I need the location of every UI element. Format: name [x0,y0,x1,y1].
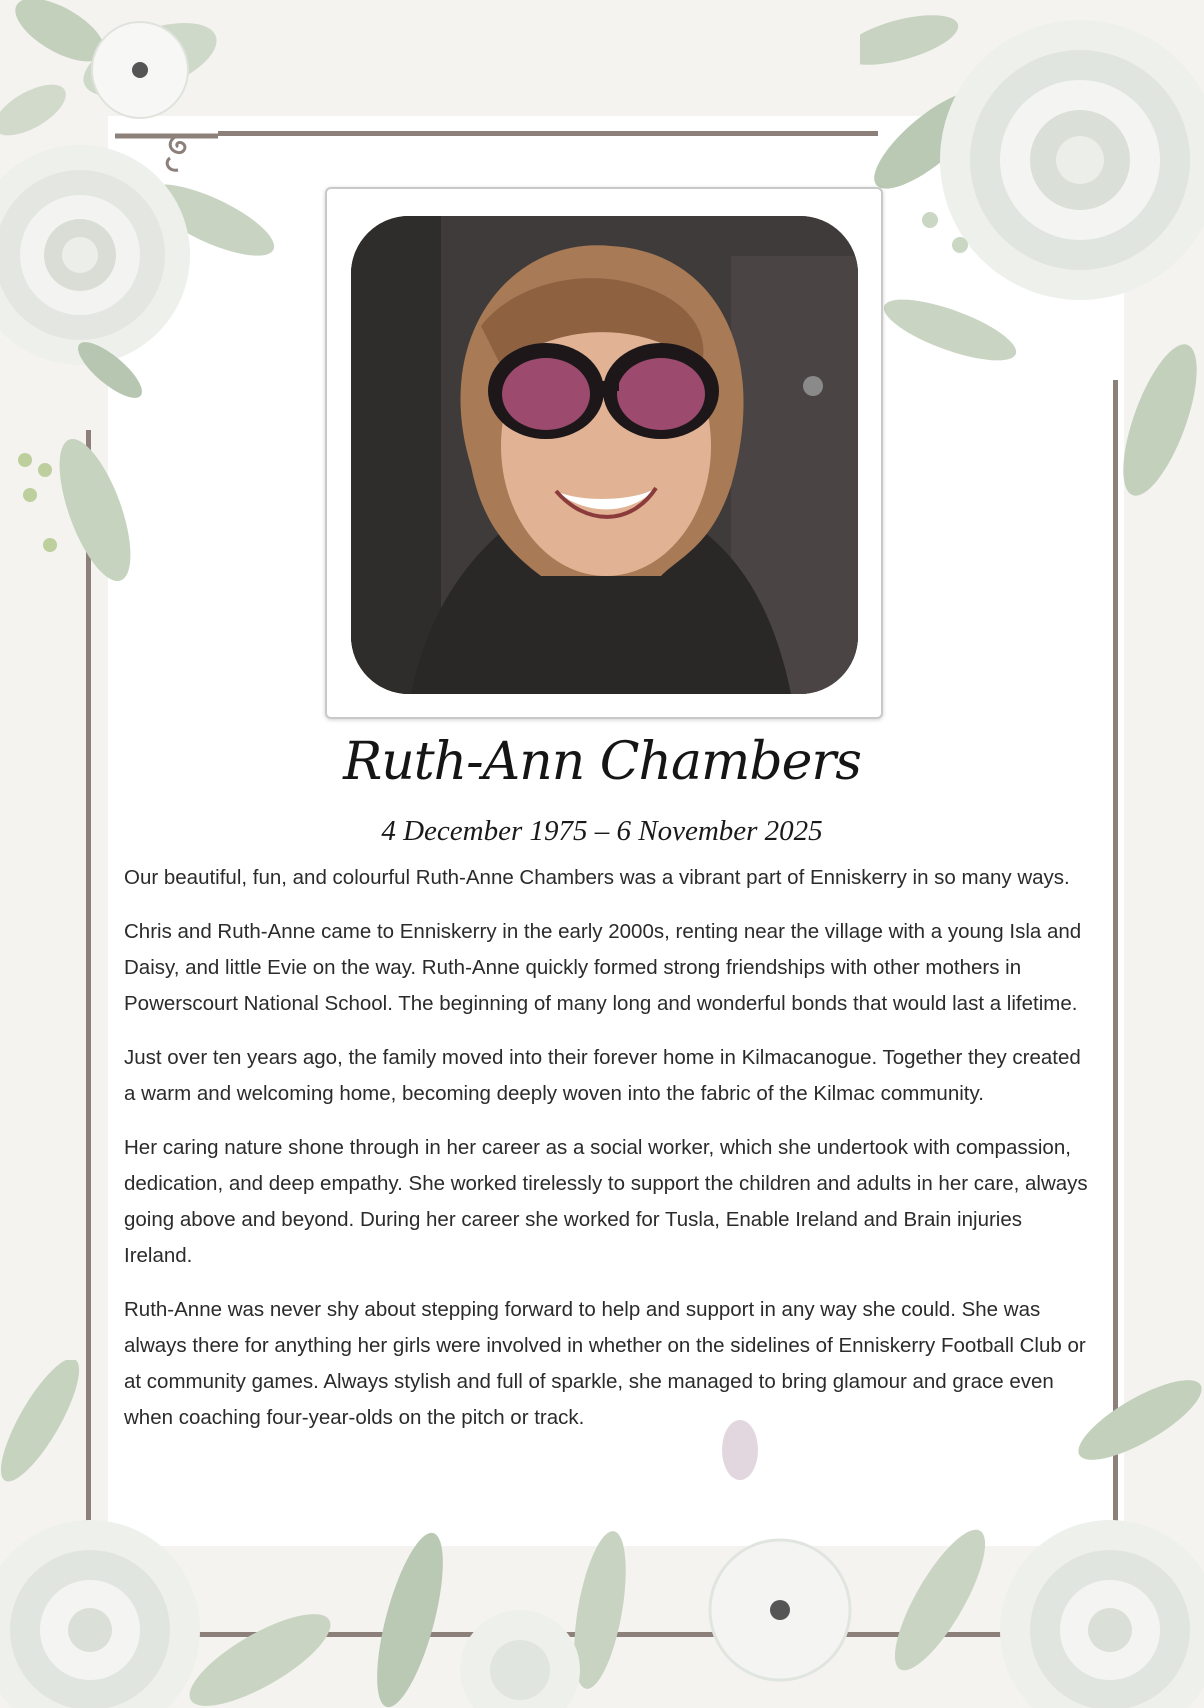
tribute-paragraph: Just over ten years ago, the family moved into their forever home in Kilmacanogue. Together they created a warm and welcoming home, becoming deeply woven into the fabric of the Kilmac community. [124,1046,1081,1105]
portrait-frame [325,187,883,719]
tribute-paragraph: Our beautiful, fun, and colourful Ruth-Anne Chambers was a vibrant part of Enniskerry in so many ways. [124,866,1070,889]
tribute-paragraph: Chris and Ruth-Anne came to Enniskerry in the early 2000s, renting near the village with a young Isla and Daisy, and little Evie on the way. Ruth-Anne quickly formed strong friendships with other mothers in Powerscourt National School. The beginning of many long and wonderful bonds that would last a lifetime. [124,920,1082,1015]
tribute-text [124,860,1088,1454]
frame-border-top [218,131,878,136]
tribute-paragraph: Ruth-Anne was never shy about stepping forward to help and support in any way she could. She was always there for anything her girls were involved in whether on the sidelines of Enniskerry Football Club or at community games. Always stylish and full of sparkle, she managed to bring glamour and grace even when coaching four-year-olds on the pitch or track. [124,1298,1086,1429]
portrait-photo [351,216,858,694]
life-dates: 4 December 1975 – 6 November 2025 [381,815,823,847]
frame-border-right [1113,380,1118,1550]
tribute-paragraph: Her caring nature shone through in her career as a social worker, which she undertook with compassion, dedication, and deep empathy. She worked tirelessly to support the children and adults in her care, always going above and beyond. During her career she worked for Tusla, Enable Ireland and Brain injuries Ireland. [124,1136,1088,1267]
deceased-name: Ruth-Ann Chambers [343,732,861,792]
frame-border-left [86,430,91,1550]
scroll-ornament-icon [110,128,220,178]
portrait-illustration [351,216,858,694]
frame-border-bottom [136,1632,1096,1637]
